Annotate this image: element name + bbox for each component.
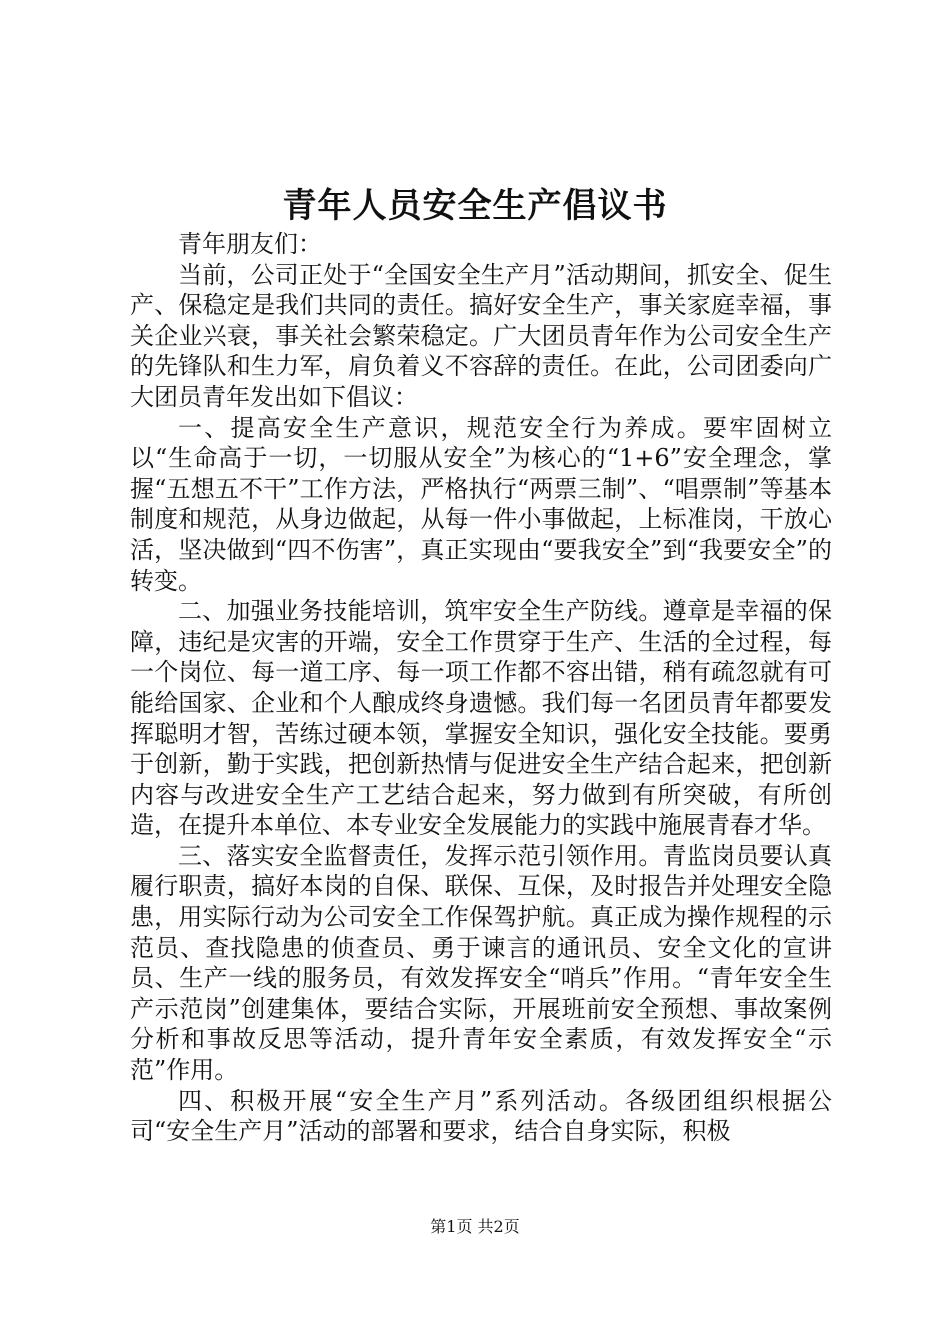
- document-title: 青年人员安全生产倡议书: [282, 186, 668, 226]
- salutation: 青年朋友们：: [178, 230, 322, 258]
- paragraph-item-3: 三、落实安全监督责任，发挥示范引领作用。青监岗员要认真履行职责，搞好本岗的自保、联保、互保，及时报告并处理安全隐患，用实际行动为公司安全工作保驾护航。真正成为操作规程的示范员、查找隐患的侦查员、勇于谏言的通讯员、安全文化的宣讲员、生产一线的服务员，有效发挥安全“哨兵”作用。“青年安全生产示范岗”创建集体，要结合实际，开展班前安全预想、事故案例分析和事故反思等活动，提升青年安全素质，有效发挥安全“示范”作用。: [130, 841, 832, 1085]
- paragraph-item-2: 二、加强业务技能培训，筑牢安全生产防线。遵章是幸福的保障，违纪是灾害的开端，安全工作贯穿于生产、生活的全过程，每一个岗位、每一道工序、每一项工作都不容出错，稍有疏忽就有可能给国家、企业和个人酿成终身遗憾。我们每一名团员青年都要发挥聪明才智，苦练过硬本领，掌握安全知识，强化安全技能。要勇于创新，勤于实践，把创新热情与促进安全生产结合起来，把创新内容与改进安全生产工艺结合起来，努力做到有所突破，有所创造，在提升本单位、本专业安全发展能力的实践中施展青春才华。: [130, 597, 832, 840]
- paragraph-item-4: 四、积极开展“安全生产月”系列活动。各级团组织根据公司“安全生产月”活动的部署和要求，结合自身实际，积极: [130, 1086, 832, 1146]
- paragraph-item-1: 一、提高安全生产意识，规范安全行为养成。要牢固树立以“生命高于一切，一切服从安全”为核心的“1+6”安全理念，掌握“五想五不干”工作方法，严格执行“两票三制”、“唱票制”等基本制度和规范，从身边做起，从每一件小事做起，上标准岗，干放心活，坚决做到“四不伤害”，真正实现由“要我安全”到“我要安全”的转变。: [130, 413, 832, 595]
- page-number-footer: 第1页 共2页: [430, 1217, 520, 1236]
- document-body: [130, 229, 832, 1147]
- paragraph-intro: 当前，公司正处于“全国安全生产月”活动期间，抓安全、促生产、保稳定是我们共同的责任。搞好安全生产，事关家庭幸福，事关企业兴衰，事关社会繁荣稳定。广大团员青年作为公司安全生产的先锋队和生力军，肩负着义不容辞的责任。在此，公司团委向广大团员青年发出如下倡议：: [130, 260, 832, 411]
